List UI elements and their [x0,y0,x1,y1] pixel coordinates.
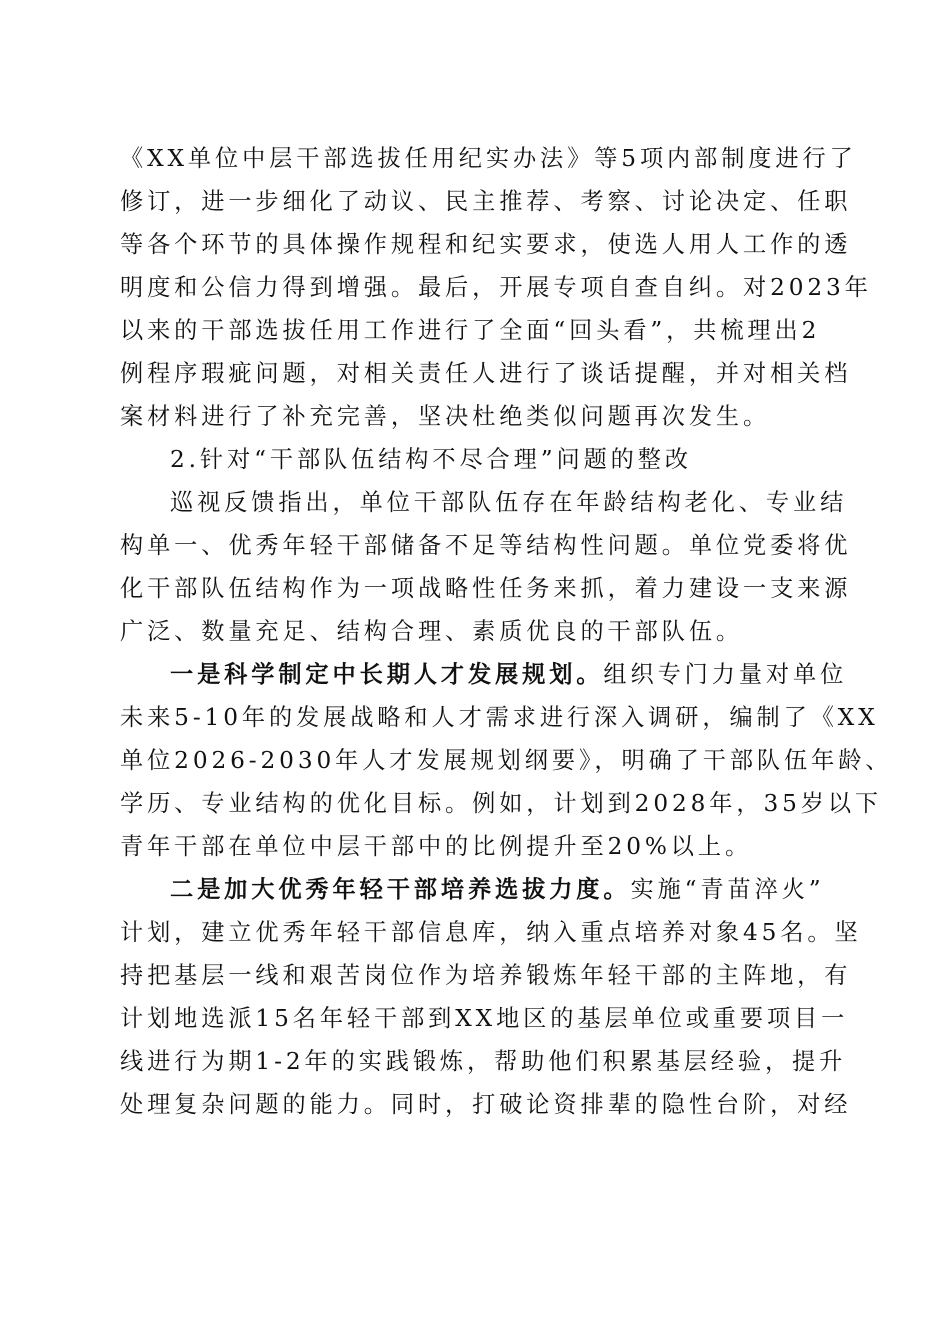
paragraph-start: 巡视反馈指出，单位干部队伍存在年龄结构老化、专业结 [170,489,848,516]
text-line: 化干部队伍结构作为一项战略性任务来抓，着力建设一支来源 [120,575,852,602]
bold-lead-phrase: 一是科学制定中长期人才发展规划。 [170,661,604,688]
text-line: 案材料进行了补充完善，坚决杜绝类似问题再次发生。 [120,403,771,430]
bold-lead-phrase: 二是加大优秀年轻干部培养选拔力度。 [170,876,631,903]
text-line: 广泛、数量充足、结构合理、素质优良的干部队伍。 [120,618,744,645]
document-page [120,137,893,1126]
paragraph-start [120,653,848,696]
text-line: 修订，进一步细化了动议、民主推荐、考察、讨论决定、任职 [120,188,852,215]
text-line: 处理复杂问题的能力。同时，打破论资排辈的隐性台阶，对经 [120,1091,852,1118]
text-run: 实施“青苗淬火” [630,876,825,903]
text-line: 《XX单位中层干部选拔任用纪实办法》等5项内部制度进行了 [120,145,857,172]
text-line: 计划地选派15名年轻干部到XX地区的基层单位或重要项目一 [120,1005,849,1032]
text-line: 构单一、优秀年轻干部储备不足等结构性问题。单位党委将优 [120,532,852,559]
section-heading: 2.针对“干部队伍结构不尽合理”问题的整改 [170,446,692,473]
text-line: 等各个环节的具体操作规程和纪实要求，使选人用人工作的透 [120,231,852,258]
text-line: 线进行为期1-2年的实践锻炼，帮助他们积累基层经验，提升 [120,1048,847,1075]
text-line: 以来的干部选拔任用工作进行了全面“回头看”，共梳理出2 [120,317,821,344]
text-line: 例程序瑕疵问题，对相关责任人进行了谈话提醒，并对相关档 [120,360,852,387]
text-line: 计划，建立优秀年轻干部信息库，纳入重点培养对象45名。坚 [120,919,862,946]
text-line: 学历、专业结构的优化目标。例如，计划到2028年，35岁以下 [120,790,883,817]
text-run: 组织专门力量对单位 [603,661,848,688]
text-line: 未来5-10年的发展战略和人才需求进行深入调研，编制了《XX [120,704,879,731]
text-line: 青年干部在单位中层干部中的比例提升至20%以上。 [120,833,753,860]
text-line: 持把基层一线和艰苦岗位作为培养锻炼年轻干部的主阵地，有 [120,962,852,989]
paragraph-start [120,868,824,911]
text-line: 明度和公信力得到增强。最后，开展专项自查自纠。对2023年 [120,274,872,301]
text-line: 单位2026-2030年人才发展规划纲要》，明确了干部队伍年龄、 [120,747,893,774]
